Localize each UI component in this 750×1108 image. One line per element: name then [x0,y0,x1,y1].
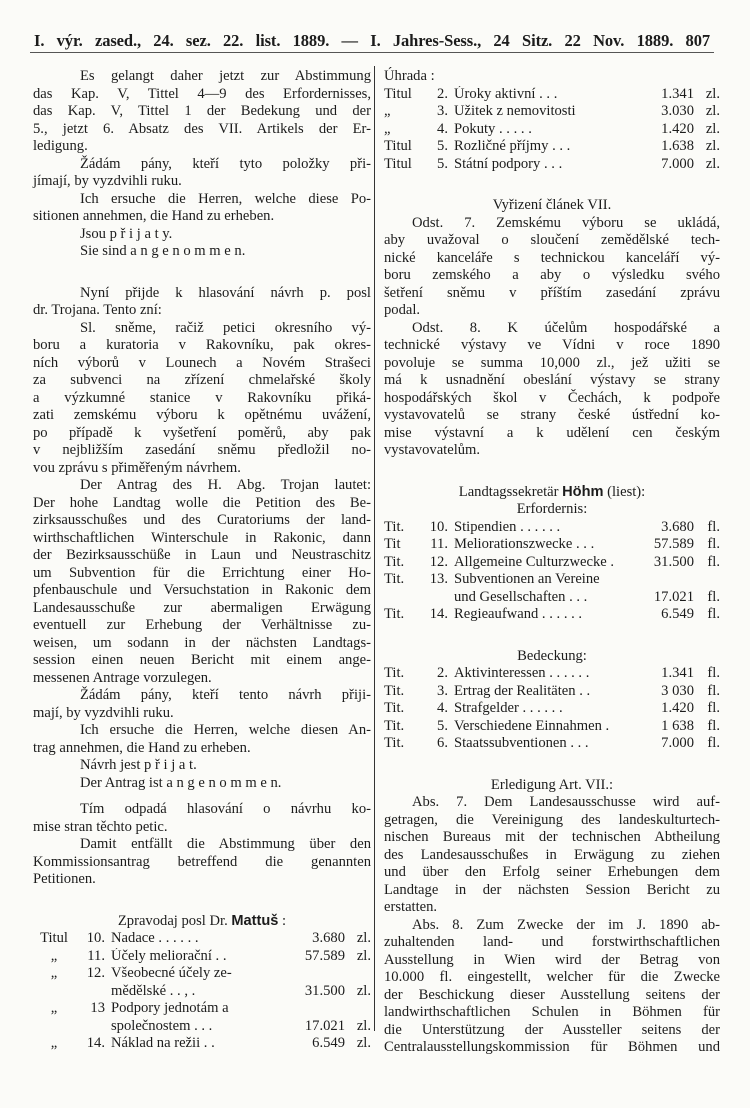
currency-unit [694,571,720,589]
item-label: Nadace . . . . . . [111,930,199,946]
item-amount: 31.500 [304,982,345,999]
heading-text: Vyřizení článek VII. [492,197,612,213]
item-amount [624,571,694,589]
title-prefix: Tit. [384,682,405,699]
text-line: a výzkumné stanice v Rakovníku přiká- [33,389,371,406]
text-line: Ich ersuche die Herren, welche diese Po- [80,190,371,207]
spacer [33,261,371,285]
table-row [33,948,371,966]
item-label: Meliorationszwecke . . . [454,536,595,552]
text-line: Kommissionsantrag betreffend die genannten [33,853,371,870]
table-row [33,1018,371,1036]
table-row [384,519,720,537]
text-line: šetření sněmu v příštím zasedání zprávu [384,284,720,301]
currency-unit: zl. [356,1035,371,1051]
paragraph [384,215,720,320]
title-prefix: Tit. [384,665,405,681]
title-prefix: Titul [40,930,68,946]
text-line: Návrh jest p ř i j a t. [80,757,197,773]
text-line: mise stran těchto petic. [33,818,168,835]
item-amount: 3.680 [312,930,345,946]
header-rule [30,52,714,53]
table-row [33,1000,371,1018]
text-line: Der Antrag ist a n g e n o m m e n. [80,774,282,791]
currency-unit: fl. [707,588,720,605]
title-prefix: Titul [384,155,412,172]
item-label: Ertrag der Realitäten . . [454,682,591,699]
title-number: 14. [86,1035,105,1051]
currency-unit: fl. [707,665,720,681]
text-line: landwirthschaftlichen Schulen in Böhmen für [384,1004,720,1020]
budget-table [384,519,720,624]
currency-unit: zl. [705,120,720,137]
text-line: ledigung. [33,138,88,154]
title-number: 12. [86,965,105,981]
currency-unit: zl. [705,103,720,119]
title-prefix [33,1018,75,1036]
text-line: pfenbauschule und Versuchstation in Rakonic dem [33,582,371,598]
paragraph [33,156,371,191]
text-line: Sie sind a n g e n o m m e n. [80,243,246,259]
paragraph [33,191,371,226]
title-prefix: Tit [384,536,401,552]
section-heading [384,501,720,519]
text-line: v nejbližším zasedání sněmu předložil no- [33,442,371,458]
text-line: Nyní přijde k hlasování návrh p. posl [80,284,371,301]
currency-unit [345,965,371,983]
heading-text: (liest): [603,483,646,500]
text-line: Ausstellung in Wien wird der Betrag von [384,951,720,968]
paragraph [384,917,720,1057]
heading-text: Bedeckung: [517,647,587,664]
title-prefix: Tit. [384,606,405,622]
paragraph [33,757,371,775]
section-heading [33,913,371,931]
title-number: 2. [437,665,448,681]
table-row [384,589,720,607]
item-amount: 17.021 [653,588,694,605]
text-line: die Unterstützung der Aussteller seitens der [384,1021,720,1038]
text-line: ních výborů v Lounech a Novém Strašeci [33,354,371,371]
text-line: Landtage in der nächsten Session Bericht zu [384,881,720,898]
title-prefix: Tit. [384,700,405,716]
title-number: 13. [429,571,448,587]
title-number: 3. [437,682,448,699]
table-row [384,554,720,572]
title-number: 10. [429,518,448,535]
title-number: 5. [437,138,448,154]
currency-unit: fl. [707,518,720,535]
paragraph [33,477,371,687]
spacer [384,753,720,777]
table-row [33,965,371,983]
text-line: mají, by vyzdvihli ruku. [33,704,174,721]
item-amount: 1.638 [661,138,694,154]
item-label: Podpory jednotám a [111,1000,229,1016]
right-column [384,68,720,1057]
item-amount: 1.341 [661,665,694,681]
table-row [384,571,720,589]
paragraph [384,320,720,460]
title-number [75,983,111,1001]
item-label: Státní podpory . . . [454,155,563,172]
title-prefix: Titul [384,138,412,154]
text-line: Odst. 7. Zemskému výboru se ukládá, [412,214,720,231]
paragraph [33,320,371,478]
left-column [33,68,371,1053]
table-row [384,665,720,683]
title-number: 10. [86,930,105,946]
table-row [384,138,720,156]
title-number: 6. [437,735,448,751]
title-number: 11. [430,536,448,552]
paragraph [33,836,371,889]
currency-unit: fl. [707,700,720,716]
column-divider [374,66,375,1031]
text-line: jímají, by vyzdvihli ruku. [33,173,182,189]
item-label: Staatssubventionen . . . [454,735,589,751]
text-line: das Kap. V, Tittel 1 der Bedekung und der [33,103,371,119]
table-row [384,606,720,624]
table-row [33,983,371,1001]
spacer [33,889,371,913]
item-label: mědělské . . , . [111,982,196,999]
currency-unit: zl. [356,1017,371,1034]
item-amount: 3.030 [661,103,694,119]
title-prefix: „ [50,1000,58,1016]
title-prefix: „ [384,103,391,119]
text-line: za subvenci na zřízení chmelařské školy [33,372,371,388]
spacer [384,624,720,648]
text-line: nické kanceláře s technickou kanceláří vý- [384,249,720,266]
text-line: weisen, um sodann in der nächsten Landtags- [33,634,371,651]
text-line: eventuell zur Erhebung der Verhältnisse zu- [33,617,371,633]
text-line: trag annehmen, die Hand zu erheben. [33,739,251,756]
table-row [384,735,720,753]
title-prefix [33,983,75,1001]
text-line: Centralausstellungskommission für Böhmen und [384,1039,720,1055]
item-label: Účely meliorační . . [111,947,227,964]
title-number: 12. [429,553,448,570]
text-line: Der Antrag des H. Abg. Trojan lautet: [80,477,371,493]
text-line: aby uvažoval o sloučení zemědělské tech- [384,232,720,248]
text-line: dr. Trojana. Tento zní: [33,302,162,318]
paragraph [33,801,371,836]
title-number: 2. [437,85,448,102]
text-line: technické výstavy ve Vídni v roce 1890 [384,337,720,353]
table-row [384,103,720,121]
currency-unit: zl. [356,947,371,964]
item-amount: 3 030 [661,682,694,699]
text-line: Žádám pány, kteří tyto položky při- [80,155,371,172]
section-heading [384,197,720,215]
item-amount: 1.420 [661,120,694,137]
text-line: boru zemského a aby o výsledku svého [384,267,720,283]
item-amount [275,1000,345,1018]
title-prefix: Tit. [384,717,405,734]
text-line: Ich ersuche die Herren, welche diesen An- [80,722,371,738]
title-number: 14. [429,606,448,622]
speaker-name: Höhm [562,483,604,500]
item-label: Subventionen an Vereine [454,571,600,587]
item-amount: 57.589 [653,536,694,552]
table-row [384,121,720,139]
text-line: boru a kuratoria v Rakovníku, pak okres- [33,337,371,353]
title-prefix: „ [50,1035,58,1051]
text-line: getragen, die Vereinigung des landeskulturtech- [384,811,720,828]
text-line: Petitionen. [33,871,96,887]
text-line: session einen neuen Bericht mit einem ange- [33,652,371,668]
text-line: Odst. 8. K účelům hospodářské a [412,319,720,336]
item-label: Verschiedene Einnahmen . [454,717,610,734]
heading-text: Úhrada : [384,68,435,84]
text-line: und über den Erfolg seiner Erhebungen dem [384,864,720,880]
item-label: Aktivinteressen . . . . . . [454,665,590,681]
currency-unit: zl. [356,982,371,999]
text-line: podal. [384,302,421,318]
title-prefix: „ [50,965,58,981]
heading-text: Landtagssekretär [458,483,563,500]
paragraph [33,687,371,722]
item-label: Pokuty . . . . . [454,120,532,137]
item-label: Strafgelder . . . . . . [454,700,563,716]
title-number [418,589,454,607]
spacer [33,792,371,801]
speaker-name: Mattuš [231,912,279,929]
text-line: vou zprávu s přiměřeným návrhem. [33,459,241,476]
currency-unit [345,1000,371,1018]
item-amount: 6.549 [312,1035,345,1051]
item-amount: 6.549 [661,606,694,622]
item-amount [275,965,345,983]
spacer [384,173,720,197]
text-line: messenen Antrage vorzulegen. [33,669,212,686]
item-label: Všeobecné účely ze- [111,965,232,981]
paragraph [33,775,371,793]
currency-unit: fl. [707,717,720,734]
currency-unit: fl. [707,553,720,570]
paragraph [33,226,371,244]
text-line: Landesausschuße zur abermaligen Erwägung [33,599,371,616]
text-line: das Kap. V, Tittel 4—9 des Erfordernisses, [33,85,371,102]
text-line: Tím odpadá hlasování o návrhu ko- [80,801,371,817]
text-line: hospodářských škol v Čechách, k podpoře [384,389,720,406]
title-number [75,1018,111,1036]
item-amount: 7.000 [661,735,694,751]
text-line: der Bezirksausschüße in Laun und Neustraschitz [33,547,371,563]
text-line: Der hohe Landtag wolle die Petition des Be- [33,494,371,511]
item-amount: 17.021 [304,1017,345,1034]
currency-unit: zl. [705,138,720,154]
title-number: 11. [87,947,105,964]
item-label: Regieaufwand . . . . . . [454,606,583,622]
item-amount: 3.680 [661,518,694,535]
item-amount: 31.500 [653,553,694,570]
currency-unit: fl. [707,682,720,699]
currency-unit: fl. [707,536,720,552]
item-label: Stipendien . . . . . . [454,518,561,535]
table-row [384,718,720,736]
heading-text: : [278,912,287,929]
title-prefix: Titul [384,85,412,102]
table-row [33,930,371,948]
text-line: Žádám pány, kteří tento návrh přiji- [80,687,371,703]
title-number: 5. [437,717,448,734]
budget-table [384,665,720,753]
section-heading [384,68,720,86]
table-row [384,86,720,104]
heading-text: Erfordernis: [516,501,588,517]
title-prefix: Tit. [384,518,405,535]
currency-unit: zl. [705,85,720,102]
text-line: povoluje se summa 10,000 zl., jež užiti se [384,354,720,371]
currency-unit: zl. [705,155,720,172]
title-number: 4. [437,700,448,716]
text-line: vystavovatelům. [384,442,481,458]
title-prefix: Tit. [384,571,405,587]
title-prefix: Tit. [384,735,405,751]
section-heading [384,484,720,502]
text-line: des Landesausschußes in Erwägung zu ziehen [384,846,720,863]
text-line: Es gelangt daher jetzt zur Abstimmung [80,68,371,84]
item-label: Užitek z nemovitosti [454,103,576,119]
text-line: vystavovatelů se strany české ústřední ko- [384,407,720,423]
title-prefix: Tit. [384,553,405,570]
table-row [33,1035,371,1053]
text-line: nischen Bureaus mit der technischen Abtheilung [384,829,720,845]
title-prefix [384,589,418,607]
item-amount: 7.000 [661,155,694,172]
heading-text: Zpravodaj posl Dr. [117,912,232,929]
table-row [384,156,720,174]
text-line: zati zemskému výboru k opětnému uvážení, [33,407,371,423]
item-label: Rozličné příjmy . . . [454,138,571,154]
item-label: und Gesellschaften . . . [454,588,588,605]
currency-unit: fl. [707,735,720,751]
item-amount: 1.420 [661,700,694,716]
paragraph [384,794,720,917]
currency-unit: fl. [707,606,720,622]
text-line: zirksausschußes und des Curatoriums der land- [33,512,371,528]
text-line: Sl. sněme, račiž petici okresního vý- [80,319,371,336]
title-number: 5. [437,155,448,172]
paragraph [33,243,371,261]
text-line: má k usnadnění obeslání výstavy se strany [384,372,720,388]
item-amount: 1 638 [661,717,694,734]
item-label: Allgemeine Culturzwecke . [454,553,615,570]
paragraph [33,722,371,757]
heading-text: Erledigung Art. VII.: [490,776,614,793]
budget-table [384,86,720,174]
text-line: der Beschickung dieser Ausstellung seitens der [384,986,720,1003]
text-line: zuhaltenden land- und forstwirthschaftlichen [384,934,720,950]
item-label: společnostem . . . [111,1017,213,1034]
running-header: I. výr. zased., 24. sez. 22. list. 1889. — I. Jahres-Sess., 24 Sitz. 22 Nov. 1889. 807 [34,31,710,50]
section-heading [384,648,720,666]
text-line: mise výstavní a k udělení cen českým [384,424,720,441]
item-label: Náklad na režii . . [111,1035,215,1051]
text-line: Abs. 7. Dem Landesausschusse wird auf- [412,794,720,810]
text-line: 10.000 fl. eingestellt, welcher für die Zwecke [384,969,720,985]
title-prefix: „ [384,120,391,137]
spacer [384,460,720,484]
title-number: 13 [90,1000,105,1016]
paragraph [33,68,371,156]
text-line: Damit entfällt die Abstimmung über den [80,836,371,852]
table-row [384,683,720,701]
title-prefix: „ [50,947,58,964]
text-line: um Subvention für die Errichtung einer Ho- [33,564,371,581]
text-line: erstatten. [384,899,438,915]
section-heading [384,777,720,795]
text-line: sitionen annehmen, die Hand zu erheben. [33,208,275,224]
text-line: wirthschaftlichen Winterschule in Rakonic, dann [33,529,371,546]
text-line: Jsou p ř i j a t y. [80,225,173,242]
item-amount: 1.341 [661,85,694,102]
text-line: Abs. 8. Zum Zwecke der im J. 1890 ab- [412,916,720,933]
item-amount: 57.589 [304,947,345,964]
table-row [384,700,720,718]
title-number: 4. [437,120,448,137]
table-row [384,536,720,554]
budget-table [33,930,371,1053]
text-line: 5., jetzt 6. Absatz des VII. Artikels der Er- [33,120,371,137]
item-label: Úroky aktivní . . . [454,85,558,102]
text-line: po případě k vyšetření poměrů, aby pak [33,424,371,441]
currency-unit: zl. [356,930,371,946]
paragraph [33,285,371,320]
title-number: 3. [437,103,448,119]
